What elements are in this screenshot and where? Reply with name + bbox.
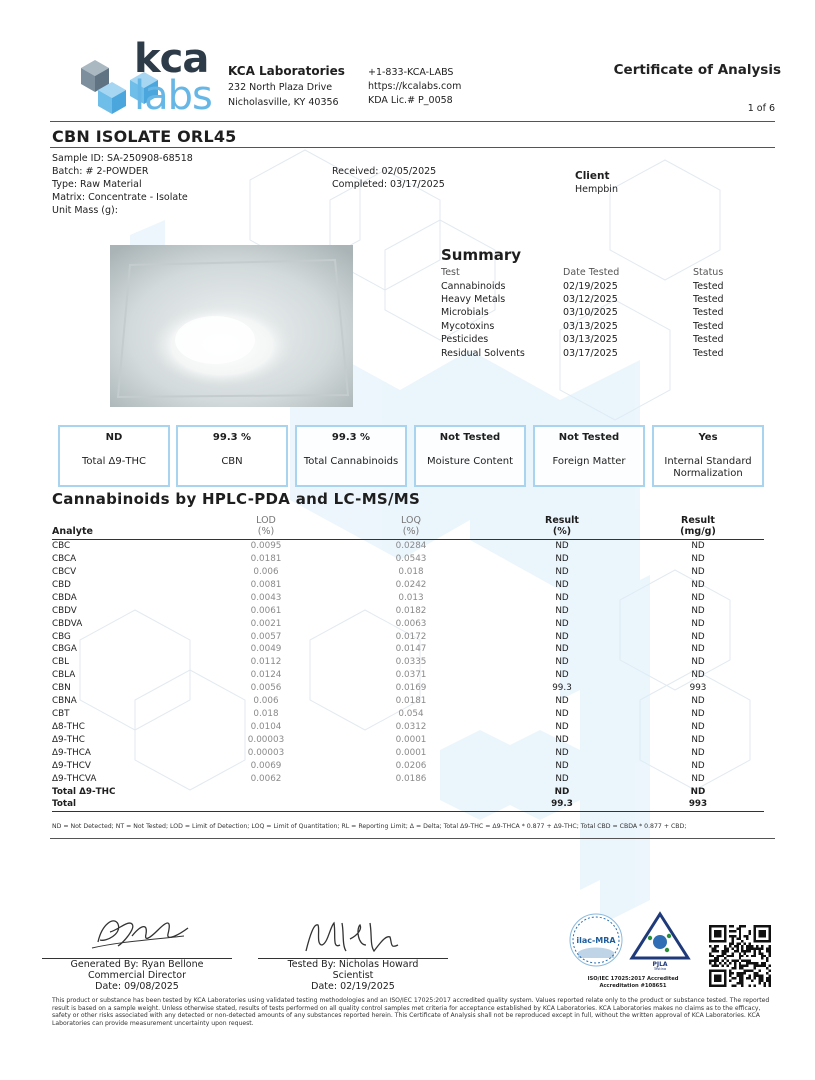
- table-row: [52, 695, 764, 708]
- analyte-name: Total Δ9-THC: [52, 786, 116, 797]
- summary-row: [441, 279, 741, 292]
- analyte-name: CBD: [52, 579, 71, 590]
- lod-value: [202, 798, 330, 811]
- svg-text:PJLA: PJLA: [652, 961, 668, 968]
- table-row: [52, 604, 764, 617]
- result-percent: ND: [555, 722, 569, 733]
- result-box-value: 99.3 %: [331, 432, 371, 443]
- result-box-value: ND: [105, 432, 123, 443]
- loq-value: 0.0543: [395, 553, 427, 564]
- result-mg: ND: [691, 747, 705, 758]
- analyte-name: CBCV: [52, 566, 77, 577]
- summary-date: 03/17/2025: [563, 347, 618, 359]
- result-box-value: Not Tested: [558, 432, 620, 443]
- table-row: [52, 656, 764, 669]
- result-percent: ND: [555, 592, 569, 603]
- table-row: [52, 759, 764, 772]
- summary-test: Pesticides: [441, 334, 489, 346]
- product-divider: [50, 147, 775, 148]
- lod-value: 0.0104: [250, 722, 282, 733]
- signature-nicholas-howard: [300, 915, 410, 959]
- table-row: [52, 617, 764, 630]
- lod-value: 0.006: [253, 696, 279, 707]
- lod-value: 0.0056: [250, 683, 282, 694]
- document-title: Certificate of Analysis: [613, 62, 781, 78]
- result-box-label: Total Cannabinoids: [303, 456, 399, 467]
- summary-status: Tested: [693, 280, 724, 292]
- result-mg: ND: [691, 657, 705, 668]
- accreditation-logos: [568, 908, 692, 970]
- header-lod: LOD (%): [256, 515, 276, 537]
- phone: +1-833-KCA-LABS: [368, 67, 454, 78]
- matrix: Matrix: Concentrate - Isolate: [52, 192, 188, 203]
- summary-row: [441, 306, 741, 319]
- analyte-name: CBC: [52, 541, 71, 552]
- table-row: [52, 540, 764, 553]
- logo-labs-text: labs: [134, 73, 212, 120]
- qr-code-icon[interactable]: [709, 925, 771, 987]
- result-percent: ND: [555, 657, 569, 668]
- result-box-label: Moisture Content: [427, 456, 513, 467]
- footnote-divider: [50, 838, 775, 839]
- summary-date: 03/12/2025: [563, 293, 618, 305]
- summary-test: Cannabinoids: [441, 280, 506, 292]
- signature-block-scientist: [258, 958, 448, 992]
- analyte-name: Δ9-THCA: [52, 747, 91, 758]
- result-mg: ND: [691, 631, 705, 642]
- total-row: [52, 798, 764, 811]
- result-box-value: Yes: [698, 432, 718, 443]
- iso-accreditation-text: [574, 976, 692, 989]
- loq-value: 0.0001: [395, 747, 427, 758]
- signer-name: Generated By: Ryan Bellone: [70, 959, 204, 970]
- result-percent: ND: [555, 541, 569, 552]
- header-analyte: Analyte: [52, 526, 93, 537]
- loq-value: 0.0312: [395, 722, 427, 733]
- kca-logo-wordmark: [134, 36, 212, 120]
- loq-value: 0.0335: [395, 657, 427, 668]
- table-row: [52, 591, 764, 604]
- signature-date: Date: 09/08/2025: [95, 981, 179, 992]
- result-mg: ND: [691, 566, 705, 577]
- result-box-value: Not Tested: [439, 432, 501, 443]
- result-box: [176, 425, 288, 487]
- analyte-name: CBGA: [52, 644, 77, 655]
- lod-value: 0.0095: [250, 541, 282, 552]
- table-row: [52, 630, 764, 643]
- table-row: [52, 669, 764, 682]
- result-mg: ND: [691, 773, 705, 784]
- table-row: [52, 552, 764, 565]
- loq-value: 0.013: [398, 592, 424, 603]
- summary-header-status: Status: [693, 267, 724, 279]
- loq-value: [330, 798, 492, 811]
- summary-section: [441, 246, 741, 360]
- result-mg: 993: [689, 683, 707, 694]
- analyte-name: Δ9-THCV: [52, 760, 91, 771]
- header-result-percent: Result (%): [545, 515, 579, 537]
- client-info: [575, 170, 618, 196]
- result-mg: ND: [691, 709, 705, 720]
- result-mg: 993: [632, 798, 764, 811]
- loq-value: 0.0172: [395, 631, 427, 642]
- result-mg: ND: [691, 605, 705, 616]
- analyte-name: CBCA: [52, 553, 77, 564]
- result-mg: ND: [691, 735, 705, 746]
- analyte-name: Total: [52, 798, 202, 811]
- result-mg: ND: [691, 644, 705, 655]
- loq-value: 0.054: [398, 709, 424, 720]
- result-percent: ND: [555, 760, 569, 771]
- completed-date: Completed: 03/17/2025: [332, 179, 445, 190]
- loq-value: 0.018: [398, 566, 424, 577]
- result-percent: ND: [555, 670, 569, 681]
- loq-value: 0.0242: [395, 579, 427, 590]
- result-box: [533, 425, 645, 487]
- summary-status: Tested: [693, 307, 724, 319]
- summary-status: Tested: [693, 320, 724, 332]
- loq-value: 0.0181: [395, 696, 427, 707]
- result-percent: ND: [555, 696, 569, 707]
- header-divider: [50, 121, 775, 122]
- result-percent: ND: [555, 553, 569, 564]
- logo-kca-text: kca: [134, 36, 209, 82]
- svg-text:Testing: Testing: [653, 967, 667, 970]
- summary-date: 02/19/2025: [563, 280, 618, 292]
- result-mg: ND: [691, 592, 705, 603]
- lod-value: 0.0062: [250, 773, 282, 784]
- result-mg: ND: [691, 541, 705, 552]
- analyte-name: CBDV: [52, 605, 77, 616]
- iso-line-2: Accreditation #108651: [599, 982, 667, 989]
- lod-value: 0.006: [253, 566, 279, 577]
- analyte-name: Δ9-THC: [52, 735, 85, 746]
- result-mg: ND: [691, 670, 705, 681]
- signature-block-director: [42, 958, 232, 992]
- table-row: [52, 747, 764, 760]
- result-percent: ND: [555, 579, 569, 590]
- lab-contact: [368, 66, 461, 108]
- received-date: Received: 02/05/2025: [332, 166, 437, 177]
- loq-value: 0.0147: [395, 644, 427, 655]
- lod-value: 0.0049: [250, 644, 282, 655]
- cannabinoids-title: Cannabinoids by HPLC-PDA and LC-MS/MS: [52, 490, 421, 508]
- summary-header-date: Date Tested: [563, 267, 620, 279]
- lod-value: 0.0069: [250, 760, 282, 771]
- table-row: [52, 565, 764, 578]
- summary-status: Tested: [693, 347, 724, 359]
- summary-table: [441, 266, 741, 360]
- summary-date: 03/13/2025: [563, 320, 618, 332]
- result-mg: ND: [691, 760, 705, 771]
- table-footnote: ND = Not Detected; NT = Not Tested; LOD = Limit of Detection; LOQ = Limit of Quantitation; RL = Reporting Limit; Δ = Delta; Total Δ9-THC = Δ9-THCA * 0.877 + Δ9-THC; Total CBD = CBDA * 0.877 + CBD;: [52, 823, 687, 830]
- pjla-icon: [632, 914, 688, 970]
- analyte-name: Δ9-THCVA: [52, 773, 97, 784]
- table-row: [52, 682, 764, 695]
- address-line-2: Nicholasville, KY 40356: [228, 97, 339, 108]
- result-percent: ND: [555, 773, 569, 784]
- client-label: Client: [575, 170, 610, 182]
- loq-value: 0.0169: [395, 683, 427, 694]
- table-row: [52, 643, 764, 656]
- summary-header-test: Test: [441, 267, 460, 279]
- summary-header-row: [441, 266, 741, 279]
- signature-date: Date: 02/19/2025: [311, 981, 395, 992]
- loq-value: 0.0063: [395, 618, 427, 629]
- analyte-name: CBN: [52, 683, 71, 694]
- analyte-name: CBT: [52, 709, 70, 720]
- analyte-name: CBL: [52, 657, 70, 668]
- license: KDA Lic.# P_0058: [368, 95, 453, 106]
- result-mg: ND: [691, 696, 705, 707]
- result-box: [295, 425, 407, 487]
- summary-test: Microbials: [441, 307, 489, 319]
- summary-test: Heavy Metals: [441, 293, 506, 305]
- ilac-mra-icon: [570, 914, 622, 966]
- table-row: [52, 734, 764, 747]
- summary-test: Mycotoxins: [441, 320, 495, 332]
- result-percent: 99.3: [492, 798, 632, 811]
- result-box-value: 99.3 %: [212, 432, 252, 443]
- result-percent: ND: [555, 605, 569, 616]
- summary-row: [441, 346, 741, 359]
- header-loq: LOQ (%): [401, 515, 421, 537]
- iso-line-1: ISO/IEC 17025:2017 Accredited: [587, 976, 679, 982]
- summary-date: 03/10/2025: [563, 307, 618, 319]
- result-box-label: Total Δ9-THC: [82, 456, 146, 467]
- lod-value: [202, 785, 330, 798]
- loq-value: [330, 785, 492, 798]
- result-percent: ND: [555, 709, 569, 720]
- client-name: Hempbin: [575, 184, 618, 195]
- signer-title: Scientist: [332, 970, 374, 981]
- accreditation-block: [568, 908, 692, 989]
- cannabinoids-header-row: [52, 515, 764, 540]
- batch: Batch: # 2-POWDER: [52, 166, 149, 177]
- analyte-name: CBNA: [52, 696, 77, 707]
- sample-info: [52, 152, 193, 217]
- lod-value: 0.0061: [250, 605, 282, 616]
- sample-id: Sample ID: SA-250908-68518: [52, 153, 193, 164]
- table-row: [52, 578, 764, 591]
- legal-disclaimer: This product or substance has been tested by KCA Laboratories using validated testing methodologies and an ISO/IEC 17025:2017 accredited quality system. Values reported relate only to the product or substance tested. The reported result is based on a sample weight. Unless otherwise stated, results of tests performed on all quality control samples met criteria for acceptance established by KCA Laboratories. KCA Laboratories makes no claims as to the efficacy, safety or other risks associated with any detected or non-detected amounts of any substances reported herein. This Certificate of Analysis shall not be reproduced except in full, without the written approval of KCA Laboratories. KCA Laboratories can provide measurement uncertainty upon request.: [52, 997, 770, 1027]
- result-mg: ND: [690, 786, 706, 797]
- summary-test: Residual Solvents: [441, 347, 525, 359]
- summary-row: [441, 293, 741, 306]
- summary-status: Tested: [693, 334, 724, 346]
- address-line-1: 232 North Plaza Drive: [228, 82, 333, 93]
- svg-text:ilac-MRA: ilac-MRA: [576, 936, 616, 945]
- lod-value: 0.0081: [250, 579, 282, 590]
- table-row: [52, 721, 764, 734]
- cannabinoids-table: [52, 515, 764, 812]
- summary-row: [441, 320, 741, 333]
- summary-row: [441, 333, 741, 346]
- result-percent: ND: [555, 735, 569, 746]
- summary-title: Summary: [441, 246, 522, 264]
- lod-value: 0.0112: [250, 657, 282, 668]
- result-box: [652, 425, 764, 487]
- result-percent: ND: [555, 618, 569, 629]
- result-percent: ND: [555, 631, 569, 642]
- signature-ryan-bellone: [88, 912, 198, 958]
- table-row: [52, 772, 764, 785]
- lod-value: 0.0181: [250, 553, 282, 564]
- loq-value: 0.0182: [395, 605, 427, 616]
- summary-date: 03/13/2025: [563, 334, 618, 346]
- result-box-label: CBN: [221, 456, 243, 467]
- analyte-name: Δ8-THC: [52, 722, 85, 733]
- result-box-label: Internal Standard Normalization: [664, 456, 752, 479]
- result-box: [58, 425, 170, 487]
- analyte-name: CBDVA: [52, 618, 83, 629]
- lod-value: 0.0124: [250, 670, 282, 681]
- result-box-label: Foreign Matter: [552, 456, 626, 467]
- lod-value: 0.0043: [250, 592, 282, 603]
- result-mg: ND: [691, 579, 705, 590]
- company-name: KCA Laboratories: [228, 64, 345, 78]
- result-percent: ND: [555, 566, 569, 577]
- unit-mass: Unit Mass (g):: [52, 205, 118, 216]
- lod-value: 0.00003: [247, 735, 285, 746]
- loq-value: 0.0001: [395, 735, 427, 746]
- sample-dates: [332, 165, 445, 191]
- result-box: [414, 425, 526, 487]
- lod-value: 0.00003: [247, 747, 285, 758]
- signer-title: Commercial Director: [87, 970, 186, 981]
- sample-type: Type: Raw Material: [52, 179, 142, 190]
- result-percent: 99.3: [552, 683, 572, 694]
- analyte-name: CBDA: [52, 592, 77, 603]
- header-result-mg: Result (mg/g): [680, 515, 716, 537]
- lod-value: 0.018: [253, 709, 279, 720]
- lod-value: 0.0057: [250, 631, 282, 642]
- result-mg: ND: [691, 618, 705, 629]
- loq-value: 0.0206: [395, 760, 427, 771]
- page-number: 1 of 6: [747, 103, 775, 114]
- analyte-name: CBG: [52, 631, 71, 642]
- result-percent: ND: [554, 786, 570, 797]
- analyte-name: CBLA: [52, 670, 76, 681]
- summary-status: Tested: [693, 293, 724, 305]
- product-name: CBN ISOLATE ORL45: [52, 127, 237, 146]
- lod-value: 0.0021: [250, 618, 282, 629]
- loq-value: 0.0284: [395, 541, 427, 552]
- signer-name: Tested By: Nicholas Howard: [287, 959, 419, 970]
- result-mg: ND: [691, 722, 705, 733]
- website-link[interactable]: https://kcalabs.com: [368, 81, 462, 92]
- result-percent: ND: [555, 644, 569, 655]
- loq-value: 0.0371: [395, 670, 427, 681]
- table-row: [52, 708, 764, 721]
- result-percent: ND: [555, 747, 569, 758]
- sample-photo: [110, 245, 353, 407]
- result-boxes: [58, 425, 768, 487]
- total-row: [52, 785, 764, 798]
- result-mg: ND: [691, 553, 705, 564]
- lab-address: [228, 64, 345, 110]
- loq-value: 0.0186: [395, 773, 427, 784]
